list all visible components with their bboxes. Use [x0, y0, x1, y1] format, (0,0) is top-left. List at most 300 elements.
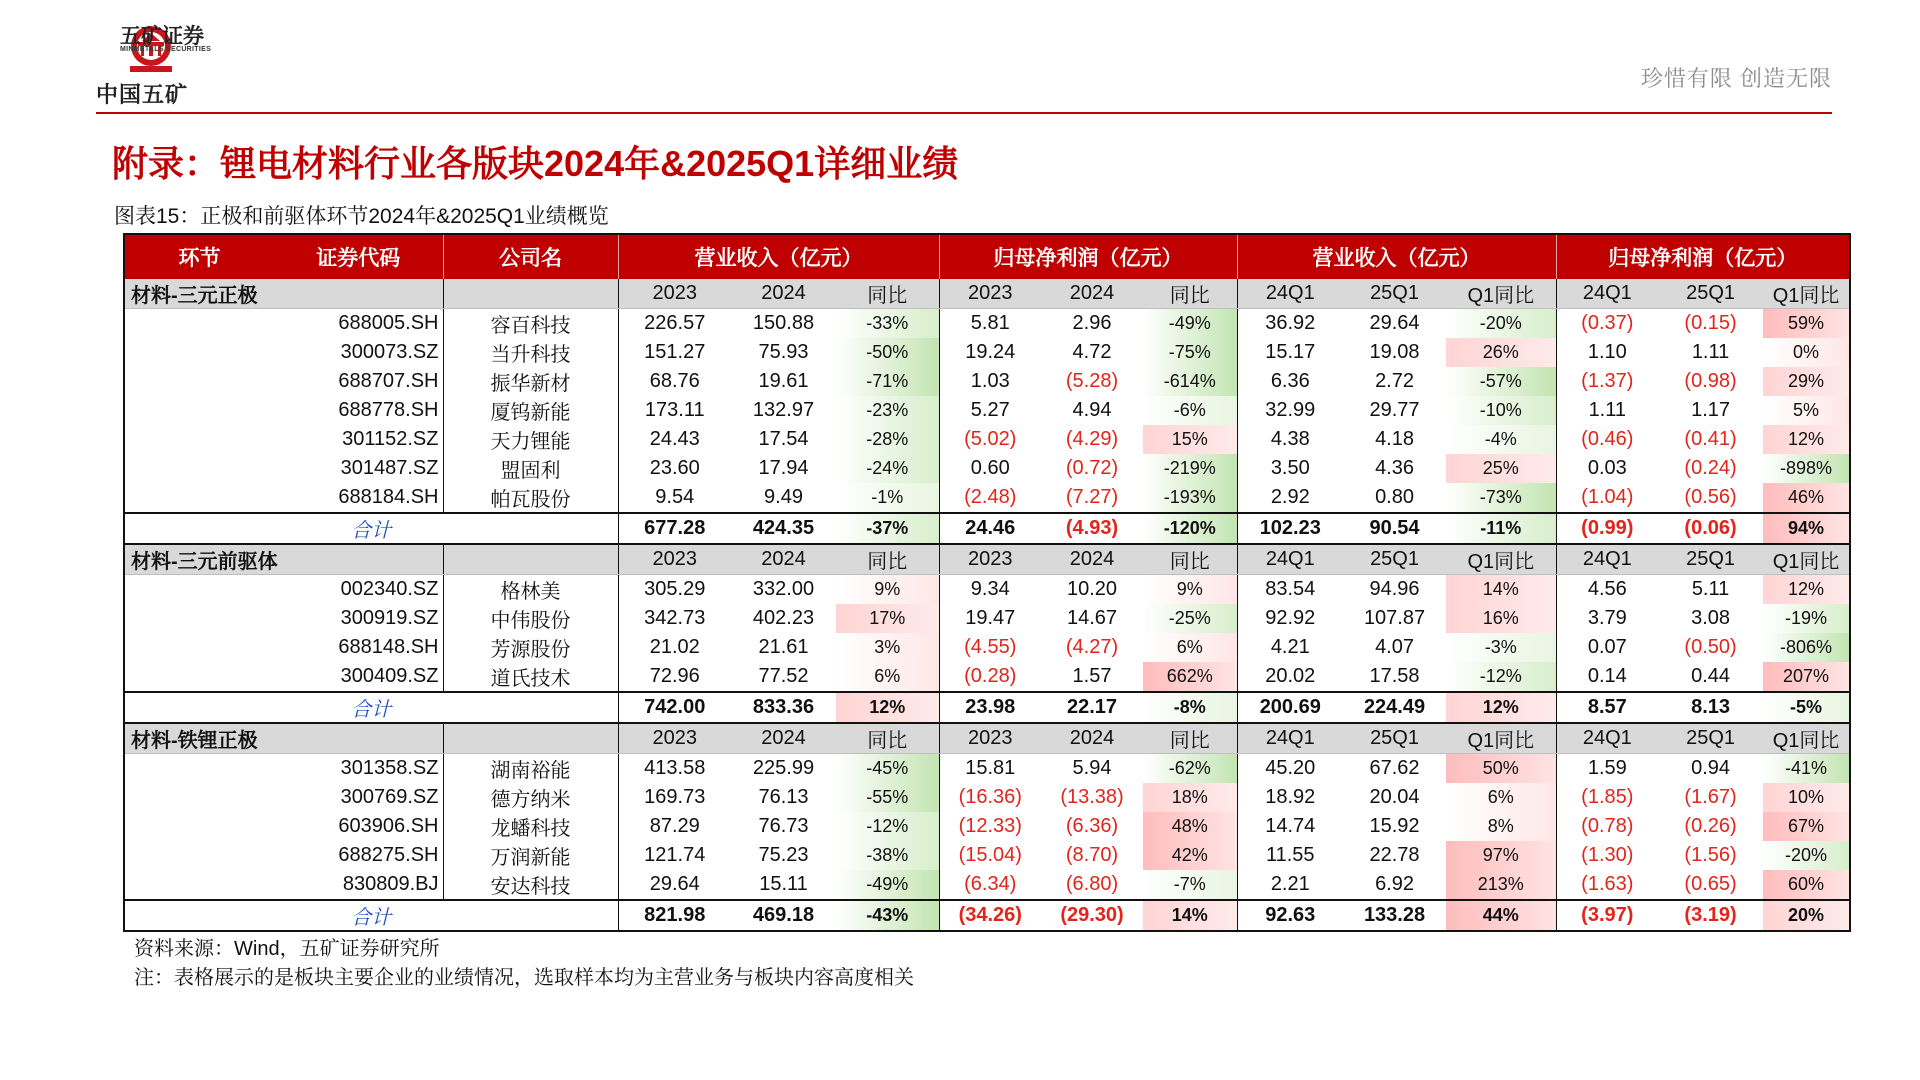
value-cell: 0.44 [1691, 665, 1731, 687]
value-cell: (3.97) [1556, 900, 1658, 931]
security-code: 002340.SZ [340, 578, 439, 600]
value-cell: 121.74 [618, 841, 731, 870]
value-cell: 8.13 [1658, 692, 1763, 723]
yoy-cell: -75% [1143, 338, 1237, 367]
yoy-cell: 60% [1763, 870, 1850, 900]
value-cell: 469.18 [731, 900, 836, 931]
logo-text: 中国五矿 [96, 82, 189, 107]
value-cell: (1.63) [1556, 870, 1658, 900]
table-row [124, 754, 1850, 784]
subheader-period: Q1同比 [1763, 544, 1850, 575]
value-cell: 17.54 [758, 428, 809, 450]
yoy-cell: -25% [1143, 604, 1237, 633]
yoy-cell: -12% [836, 812, 939, 841]
value-cell: 75.93 [758, 341, 809, 363]
value-cell: (7.27) [1065, 486, 1119, 508]
value-cell: (6.34) [939, 870, 1041, 900]
segment-cell [124, 870, 274, 900]
security-code: 301358.SZ [340, 757, 439, 779]
value-cell: 4.94 [1072, 399, 1112, 421]
subheader-blank [443, 544, 618, 575]
value-cell: 833.36 [731, 692, 836, 723]
value-cell: 92.63 [1237, 900, 1343, 931]
value-cell: (12.33) [939, 812, 1041, 841]
table-row [124, 367, 1850, 396]
value-cell: 32.99 [1237, 396, 1343, 425]
subheader-period: 25Q1 [1343, 723, 1446, 754]
value-cell: (34.26) [939, 900, 1041, 931]
company-name: 盟固利 [443, 454, 618, 483]
yoy-cell: 8% [1446, 812, 1556, 841]
value-cell: 8.57 [1556, 692, 1658, 723]
yoy-cell: 12% [836, 692, 939, 723]
value-cell: 45.20 [1237, 754, 1343, 784]
value-cell: 15.17 [1237, 338, 1343, 367]
subheader-period: 24Q1 [1556, 723, 1658, 754]
performance-table [123, 233, 1851, 932]
value-cell: 36.92 [1237, 309, 1343, 339]
value-cell: 1.03 [939, 367, 1041, 396]
value-cell: 6.92 [1375, 873, 1414, 895]
yoy-cell: 29% [1763, 367, 1850, 396]
value-cell: 4.18 [1375, 428, 1414, 450]
subheader-period: 24Q1 [1237, 723, 1343, 754]
yoy-cell: -898% [1763, 454, 1850, 483]
value-cell: 9.54 [618, 483, 731, 513]
company-name: 振华新材 [443, 367, 618, 396]
yoy-cell: -49% [836, 870, 939, 900]
value-cell: (2.48) [939, 483, 1041, 513]
yoy-cell: 46% [1763, 483, 1850, 513]
value-cell: 15.92 [1369, 815, 1420, 837]
subheader-period: 同比 [1143, 279, 1237, 309]
segment-cell [124, 662, 274, 692]
value-cell: 24.46 [939, 513, 1041, 544]
header-profit-q1: 归母净利润（亿元） [1556, 234, 1850, 279]
subheader-period: 24Q1 [1556, 279, 1658, 309]
yoy-cell: 14% [1446, 575, 1556, 605]
header-company: 公司名 [443, 234, 618, 279]
value-cell: 17.94 [758, 457, 809, 479]
value-cell: 4.07 [1375, 636, 1414, 658]
company-name: 天力锂能 [443, 425, 618, 454]
value-cell: 83.54 [1237, 575, 1343, 605]
subheader-period: 2024 [1041, 279, 1143, 309]
segment-cell [124, 367, 274, 396]
value-cell: 23.60 [618, 454, 731, 483]
header-segment: 环节 [124, 234, 274, 279]
value-cell: (6.36) [1065, 815, 1119, 837]
yoy-cell: 16% [1446, 604, 1556, 633]
value-cell: (6.80) [1065, 873, 1119, 895]
value-cell: 6.36 [1237, 367, 1343, 396]
table-row [124, 662, 1850, 692]
company-name: 安达科技 [443, 870, 618, 900]
value-cell: (1.04) [1556, 483, 1658, 513]
yoy-cell: 213% [1446, 870, 1556, 900]
yoy-cell: 17% [836, 604, 939, 633]
subheader-period: 25Q1 [1658, 544, 1763, 575]
value-cell: (0.41) [1684, 428, 1737, 450]
yoy-cell: 14% [1143, 900, 1237, 931]
value-cell: 11.55 [1237, 841, 1343, 870]
segment-cell [124, 425, 274, 454]
company-name: 厦钨新能 [443, 396, 618, 425]
total-label: 合计 [124, 513, 618, 544]
yoy-cell: -24% [836, 454, 939, 483]
yoy-cell: -10% [1446, 396, 1556, 425]
value-cell: (13.38) [1060, 786, 1124, 808]
segment-cell [124, 338, 274, 367]
subheader-period: 2023 [618, 723, 731, 754]
subheader-period: Q1同比 [1446, 279, 1556, 309]
value-cell: 2.21 [1237, 870, 1343, 900]
table-row [124, 396, 1850, 425]
security-code: 300409.SZ [340, 665, 439, 687]
value-cell: (5.02) [939, 425, 1041, 454]
security-code: 688184.SH [338, 486, 439, 508]
value-cell: (0.46) [1556, 425, 1658, 454]
note-text: 注：表格展示的是板块主要企业的业绩情况，选取样本均为主营业务与板块内容高度相关 [134, 967, 914, 989]
subheader-blank [443, 723, 618, 754]
value-cell: 19.61 [758, 370, 809, 392]
value-cell: 225.99 [752, 757, 815, 779]
value-cell: 67.62 [1369, 757, 1420, 779]
yoy-cell: -614% [1143, 367, 1237, 396]
value-cell: 15.11 [759, 873, 808, 895]
company-name: 格林美 [443, 575, 618, 605]
value-cell: (0.26) [1684, 815, 1737, 837]
value-cell: 332.00 [752, 578, 815, 600]
value-cell: 1.11 [1556, 396, 1658, 425]
yoy-cell: -806% [1763, 633, 1850, 662]
value-cell: 20.04 [1369, 786, 1420, 808]
value-cell: 1.57 [1072, 665, 1112, 687]
yoy-cell: -219% [1143, 454, 1237, 483]
value-cell: 22.17 [1041, 692, 1143, 723]
value-cell: 10.20 [1066, 578, 1118, 600]
subheader-period: 25Q1 [1343, 544, 1446, 575]
yoy-cell: 97% [1446, 841, 1556, 870]
value-cell: 24.43 [618, 425, 731, 454]
value-cell: 87.29 [618, 812, 731, 841]
table-row [124, 575, 1850, 605]
table-row [124, 841, 1850, 870]
yoy-cell: -28% [836, 425, 939, 454]
company-name: 道氏技术 [443, 662, 618, 692]
value-cell: 402.23 [752, 607, 815, 629]
yoy-cell: -41% [1763, 754, 1850, 784]
value-cell: 742.00 [618, 692, 731, 723]
total-label: 合计 [124, 900, 618, 931]
yoy-cell: -1% [836, 483, 939, 513]
value-cell: 132.97 [752, 399, 815, 421]
value-cell: 72.96 [618, 662, 731, 692]
yoy-cell: -55% [836, 783, 939, 812]
value-cell: 224.49 [1343, 692, 1446, 723]
security-code: 830809.BJ [342, 873, 439, 895]
yoy-cell: 20% [1763, 900, 1850, 931]
yoy-cell: -4% [1446, 425, 1556, 454]
source-notes [134, 935, 914, 993]
table-row [124, 425, 1850, 454]
yoy-cell: -71% [836, 367, 939, 396]
subheader-period: 2024 [1041, 544, 1143, 575]
yoy-cell: -33% [836, 309, 939, 339]
value-cell: (15.04) [939, 841, 1041, 870]
yoy-cell: 12% [1446, 692, 1556, 723]
value-cell: 5.27 [939, 396, 1041, 425]
yoy-cell: -62% [1143, 754, 1237, 784]
segment-cell [124, 754, 274, 784]
company-name: 德方纳米 [443, 783, 618, 812]
value-cell: 17.58 [1369, 665, 1420, 687]
value-cell: (4.29) [1065, 428, 1119, 450]
subheader-period: 2024 [731, 544, 836, 575]
subheader-period: 2023 [939, 279, 1041, 309]
value-cell: 200.69 [1237, 692, 1343, 723]
value-cell: 2.72 [1375, 370, 1414, 392]
figure-caption: 图表15：正极和前驱体环节2024年&2025Q1业绩概览 [114, 205, 609, 228]
value-cell: 29.64 [1369, 312, 1420, 334]
yoy-cell: 207% [1763, 662, 1850, 692]
yoy-cell: -6% [1143, 396, 1237, 425]
security-code: 300919.SZ [340, 607, 439, 629]
value-cell: 150.88 [752, 312, 815, 334]
yoy-cell: 50% [1446, 754, 1556, 784]
brand-name-en: MINMETALS SECURITIES [120, 46, 212, 53]
value-cell: 76.73 [758, 815, 809, 837]
table-row [124, 454, 1850, 483]
segment-cell [124, 633, 274, 662]
value-cell: 424.35 [731, 513, 836, 544]
value-cell: (0.50) [1684, 636, 1737, 658]
value-cell: 413.58 [618, 754, 731, 784]
value-cell: (0.06) [1658, 513, 1763, 544]
table-body [124, 279, 1850, 931]
value-cell: 77.52 [758, 665, 809, 687]
value-cell: 0.94 [1691, 757, 1731, 779]
yoy-cell: 6% [1446, 783, 1556, 812]
subheader-period: Q1同比 [1763, 723, 1850, 754]
table-row [124, 870, 1850, 900]
value-cell: (0.56) [1684, 486, 1737, 508]
yoy-cell: 59% [1763, 309, 1850, 339]
section-subheader-row [124, 279, 1850, 309]
value-cell: 9.34 [939, 575, 1041, 605]
section-name: 材料-铁锂正极 [124, 723, 443, 754]
table-row [124, 812, 1850, 841]
yoy-cell: -57% [1446, 367, 1556, 396]
yoy-cell: -3% [1446, 633, 1556, 662]
yoy-cell: -73% [1446, 483, 1556, 513]
value-cell: (0.37) [1556, 309, 1658, 339]
value-cell: 226.57 [618, 309, 731, 339]
subheader-period: 2023 [618, 544, 731, 575]
value-cell: 19.08 [1369, 341, 1420, 363]
subheader-period: 2023 [939, 544, 1041, 575]
table-header-row [124, 234, 1850, 279]
yoy-cell: -7% [1143, 870, 1237, 900]
security-code: 301487.SZ [340, 457, 439, 479]
total-row [124, 900, 1850, 931]
yoy-cell: -23% [836, 396, 939, 425]
company-name: 湖南裕能 [443, 754, 618, 784]
subheader-period: 同比 [1143, 723, 1237, 754]
value-cell: (0.15) [1684, 312, 1737, 334]
value-cell: (3.19) [1658, 900, 1763, 931]
yoy-cell: -45% [836, 754, 939, 784]
total-label: 合计 [124, 692, 618, 723]
value-cell: 76.13 [758, 786, 809, 808]
value-cell: 19.47 [939, 604, 1041, 633]
value-cell: 68.76 [618, 367, 731, 396]
segment-cell [124, 812, 274, 841]
value-cell: 5.81 [939, 309, 1041, 339]
yoy-cell: 0% [1763, 338, 1850, 367]
value-cell: 2.96 [1072, 312, 1112, 334]
company-name: 帕瓦股份 [443, 483, 618, 513]
header-revenue-annual: 营业收入（亿元） [618, 234, 939, 279]
value-cell: 29.64 [618, 870, 731, 900]
yoy-cell: -11% [1446, 513, 1556, 544]
value-cell: (0.72) [1065, 457, 1119, 479]
value-cell: 1.17 [1691, 399, 1731, 421]
value-cell: 3.08 [1691, 607, 1731, 629]
yoy-cell: 9% [836, 575, 939, 605]
value-cell: 1.59 [1556, 754, 1658, 784]
source-text: 资料来源：Wind，五矿证券研究所 [134, 938, 440, 960]
security-code: 688707.SH [338, 370, 439, 392]
table-row [124, 783, 1850, 812]
subheader-period: 同比 [836, 723, 939, 754]
value-cell: 342.73 [618, 604, 731, 633]
value-cell: (1.30) [1556, 841, 1658, 870]
subheader-period: 2024 [731, 279, 836, 309]
value-cell: 21.02 [618, 633, 731, 662]
value-cell: (1.56) [1684, 844, 1737, 866]
header-divider [96, 112, 1832, 114]
yoy-cell: -38% [836, 841, 939, 870]
value-cell: (1.37) [1556, 367, 1658, 396]
table-row [124, 604, 1850, 633]
yoy-cell: -37% [836, 513, 939, 544]
value-cell: 0.03 [1556, 454, 1658, 483]
table-row [124, 309, 1850, 339]
yoy-cell: -43% [836, 900, 939, 931]
value-cell: 0.14 [1556, 662, 1658, 692]
table-row [124, 483, 1850, 513]
value-cell: 92.92 [1237, 604, 1343, 633]
value-cell: 0.80 [1375, 486, 1414, 508]
subheader-period: 25Q1 [1658, 279, 1763, 309]
value-cell: 133.28 [1343, 900, 1446, 931]
segment-cell [124, 783, 274, 812]
yoy-cell: 26% [1446, 338, 1556, 367]
section-name: 材料-三元正极 [124, 279, 443, 309]
security-code: 300073.SZ [340, 341, 439, 363]
value-cell: 4.36 [1375, 457, 1414, 479]
value-cell: 9.49 [764, 486, 803, 508]
value-cell: (1.85) [1556, 783, 1658, 812]
value-cell: 4.56 [1556, 575, 1658, 605]
section-name: 材料-三元前驱体 [124, 544, 443, 575]
section-subheader-row [124, 544, 1850, 575]
value-cell: 90.54 [1343, 513, 1446, 544]
subheader-period: 25Q1 [1343, 279, 1446, 309]
value-cell: (0.99) [1556, 513, 1658, 544]
value-cell: 677.28 [618, 513, 731, 544]
value-cell: 1.10 [1556, 338, 1658, 367]
subheader-period: 同比 [836, 279, 939, 309]
value-cell: 169.73 [618, 783, 731, 812]
value-cell: 14.74 [1237, 812, 1343, 841]
yoy-cell: 18% [1143, 783, 1237, 812]
brand-name: 五矿证券 [120, 25, 204, 48]
subheader-period: 24Q1 [1556, 544, 1658, 575]
security-code: 603906.SH [338, 815, 439, 837]
company-name: 龙蟠科技 [443, 812, 618, 841]
value-cell: (0.24) [1684, 457, 1737, 479]
value-cell: 18.92 [1237, 783, 1343, 812]
company-name: 万润新能 [443, 841, 618, 870]
segment-cell [124, 841, 274, 870]
yoy-cell: -5% [1763, 692, 1850, 723]
subheader-period: 2023 [618, 279, 731, 309]
subheader-period: 同比 [1143, 544, 1237, 575]
yoy-cell: 3% [836, 633, 939, 662]
security-code: 688005.SH [338, 312, 439, 334]
yoy-cell: -49% [1143, 309, 1237, 339]
value-cell: 3.79 [1556, 604, 1658, 633]
security-code: 688275.SH [338, 844, 439, 866]
total-row [124, 692, 1850, 723]
table-row [124, 633, 1850, 662]
value-cell: (0.98) [1684, 370, 1737, 392]
value-cell: 22.78 [1369, 844, 1420, 866]
security-code: 300769.SZ [340, 786, 439, 808]
value-cell: 4.72 [1072, 341, 1112, 363]
table-row [124, 338, 1850, 367]
yoy-cell: 48% [1143, 812, 1237, 841]
value-cell: 19.24 [939, 338, 1041, 367]
value-cell: (4.93) [1041, 513, 1143, 544]
header-revenue-q1: 营业收入（亿元） [1237, 234, 1556, 279]
value-cell: 151.27 [618, 338, 731, 367]
segment-cell [124, 396, 274, 425]
company-name: 当升科技 [443, 338, 618, 367]
yoy-cell: 94% [1763, 513, 1850, 544]
value-cell: 23.98 [939, 692, 1041, 723]
value-cell: (16.36) [939, 783, 1041, 812]
subheader-period: 24Q1 [1237, 544, 1343, 575]
yoy-cell: 12% [1763, 425, 1850, 454]
subheader-period: 24Q1 [1237, 279, 1343, 309]
value-cell: 4.21 [1237, 633, 1343, 662]
subheader-period: 2023 [939, 723, 1041, 754]
total-row [124, 513, 1850, 544]
value-cell: 3.50 [1237, 454, 1343, 483]
value-cell: (4.55) [939, 633, 1041, 662]
security-code: 688778.SH [338, 399, 439, 421]
value-cell: (29.30) [1041, 900, 1143, 931]
yoy-cell: 67% [1763, 812, 1850, 841]
value-cell: (0.78) [1556, 812, 1658, 841]
value-cell: 75.23 [758, 844, 809, 866]
value-cell: 305.29 [618, 575, 731, 605]
segment-cell [124, 575, 274, 605]
value-cell: 29.77 [1369, 399, 1420, 421]
